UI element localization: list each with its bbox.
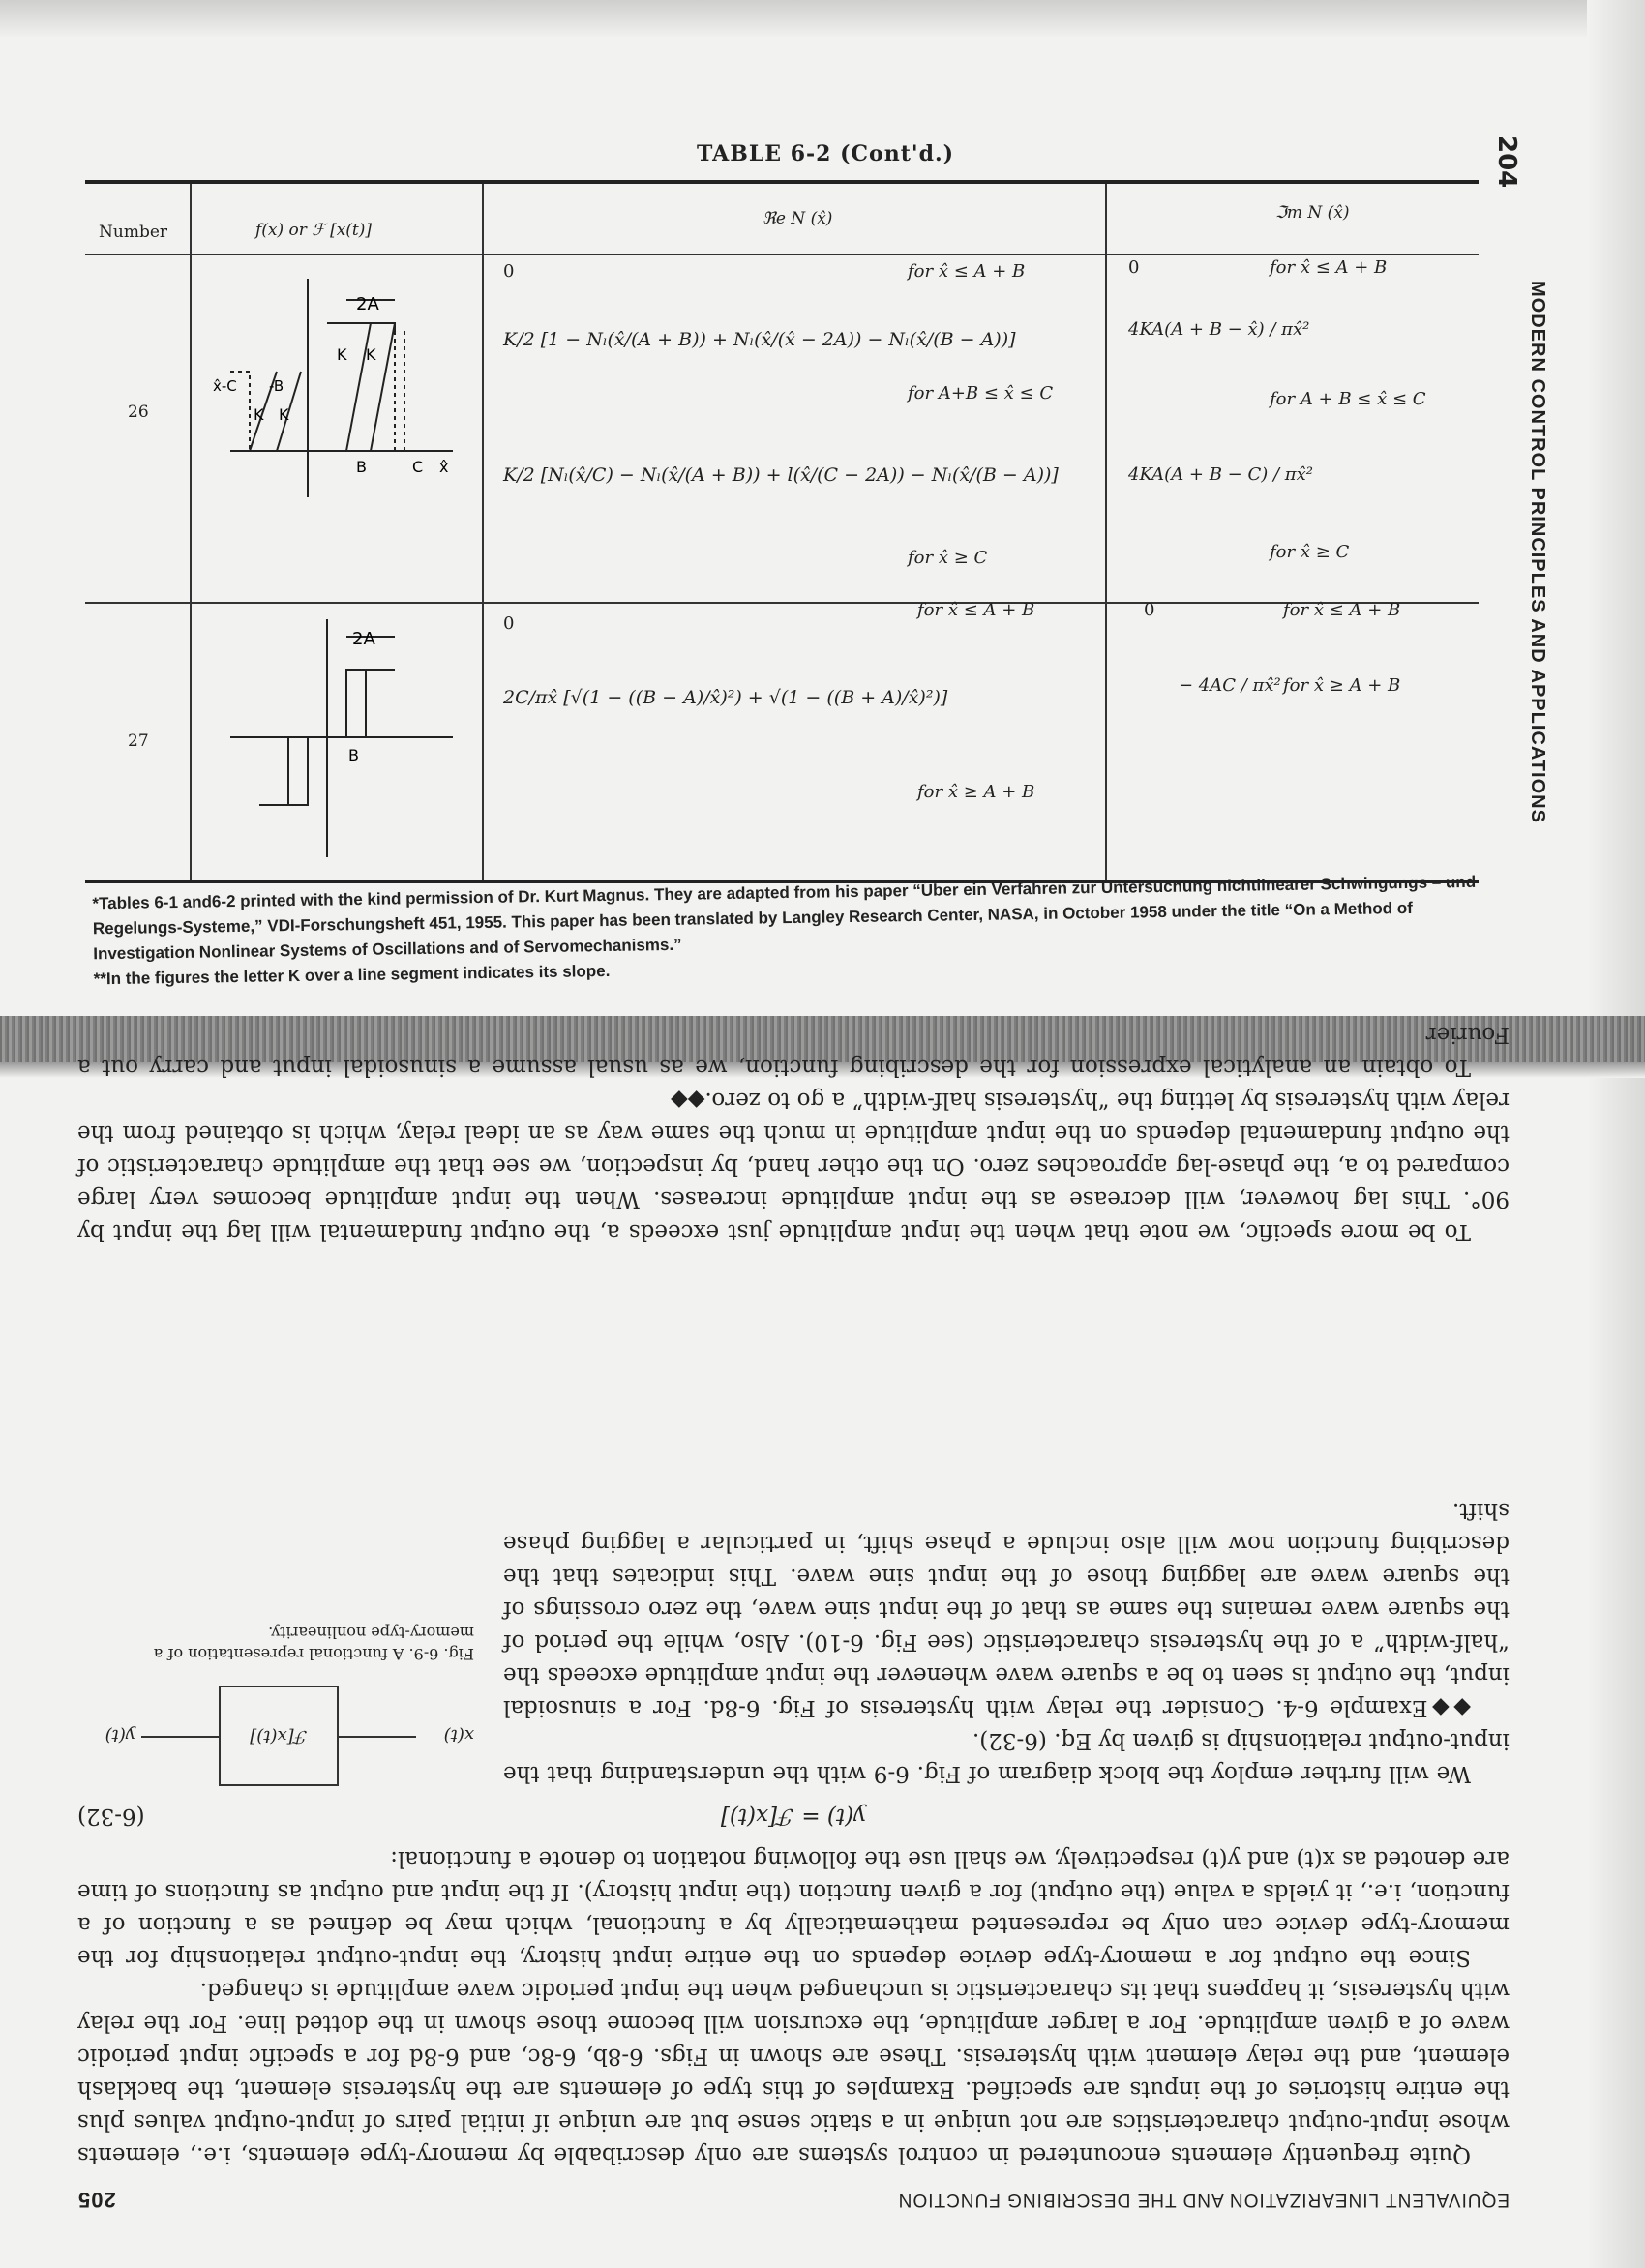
equation-6-32: [77, 1800, 1510, 1833]
real-cond: for A+B ≤ x̂ ≤ C: [908, 383, 1054, 403]
equation: y(t) = ℱ[x(t)]: [720, 1804, 867, 1829]
imag-cond: for A + B ≤ x̂ ≤ C: [1270, 389, 1426, 409]
diagram-27-svg: [211, 615, 472, 867]
running-head: EQUIVALENT LINEARIZATION AND THE DESCRIBING FUNCTION: [897, 2190, 1510, 2210]
label-2a: 2A: [356, 294, 379, 314]
label-k: K: [279, 405, 289, 424]
label-k: K: [254, 405, 264, 424]
example-text-column: [503, 1494, 1510, 1790]
imag-expr: − 4AC / πx̂²: [1179, 675, 1281, 696]
col-divider: [190, 184, 192, 880]
imag-expr: 0: [1144, 600, 1155, 620]
label-b: B: [356, 458, 367, 476]
header-imag: ℑm N (x̂): [1275, 203, 1350, 223]
label-b: B: [348, 746, 359, 764]
col-divider: [482, 184, 484, 880]
header-rule: [85, 254, 1479, 255]
label-k: K: [337, 345, 347, 364]
col-divider: [1105, 184, 1107, 880]
paragraph: Since the output for a memory-type device depends on the entire input history, the input-output relationship for the memory-type device can only be represented mathematically by a functional, which may be defined as a function of a function, i.e., it yields a value (the output) for a given function (the input history). If the input and output as functions of time are denoted as x(t) and y(t) respectively, we shall use the following notation to denote a functional:: [77, 1846, 1510, 1970]
running-head: MODERN CONTROL PRINCIPLES AND APPLICATIONS: [1527, 281, 1548, 823]
example-paragraph: ◆◆Example 6-4. Consider the relay with hysteresis of Fig. 6-8d. For a sinusoidal input, the output is seen to be a square wave whenever the input amplitude exceeds the “half-width” a of the hysteresis characteristic (see Fig. 6-10). Also, while the period of the square wave remains the same as that of the input sine wave, the zero crossings of the square wave are lagging those of the input sine wave. This indicates that the describing function now will also include a phase shift, in particular a lagging phase shift.: [503, 1498, 1510, 1720]
imag-expr: 4KA(A + B − x̂) / πx̂²: [1128, 319, 1310, 340]
real-expr: K/2 [1 − Nₗ(x̂/(A + B)) + Nₗ(x̂/(x̂ − 2A)) − Nₗ(x̂/(B − A))]: [503, 329, 1016, 350]
imag-cond: for x̂ ≥ A + B: [1283, 675, 1401, 696]
imag-cond: for x̂ ≥ C: [1270, 542, 1350, 562]
real-expr: 2C/πx̂ [√(1 − ((B − A)/x̂)²) + √(1 − ((B + A)/x̂)²)]: [503, 687, 948, 708]
label-neg-b: -B: [269, 377, 284, 395]
label-neg-c: x̂-C: [213, 377, 237, 395]
figure-input-label: x(t): [443, 1725, 474, 1746]
figure-6-9: [77, 1500, 474, 1790]
lower-running-head-row: [77, 2183, 1510, 2216]
paragraph: Quite frequently elements encountered in control systems are only describable by memory-type elements, i.e., elements whose input-output characteristics are not unique in a static sense but are unique if initial pairs of input-output values plus the entire histories of the inputs are specified. Examples of this type of elements are the hysteresis element, the backlash element, and the relay element with hysteresis. These are shown in Figs. 6-8b, 6-8c, and 6-8d for a specific input periodic wave of a given amplitude. For a larger amplitude, the excursion will become those shown in the dotted line. For the relay with hysteresis, it happens that its characteristic is unchanged when the input periodic wave amplitude is changed.: [77, 1978, 1510, 2167]
paragraph: We will further employ the block diagram of Fig. 6-9 with the understanding that the input-output relationship is given by Eq. (6-32).: [503, 1728, 1510, 1786]
figure-caption: Fig. 6-9. A functional representation of a memory-type nonlinearity.: [153, 1624, 474, 1663]
header-function: f(x) or ℱ [x(t)]: [255, 221, 373, 240]
figure-output-label: y(t): [105, 1725, 135, 1746]
real-cond: for x̂ ≥ C: [908, 548, 988, 568]
row-rule: [85, 602, 1479, 604]
lower-page: [77, 1022, 1510, 2216]
real-expr: K/2 [Nₗ(x̂/C) − Nₗ(x̂/(A + B)) + l(x̂/(C − 2A)) − Nₗ(x̂/(B − A))]: [503, 464, 1059, 486]
example-block: [77, 1248, 1510, 1790]
label-x: x̂: [439, 458, 449, 476]
label-k: K: [366, 345, 376, 364]
real-expr: 0: [503, 613, 515, 634]
output-arrow: [141, 1736, 219, 1738]
functional-block: ℱ[x(t)]: [219, 1686, 339, 1786]
paragraph: To obtain an analytical expression for the describing function, we as usual assume a sinusoidal input and carry out a Fourier: [77, 1022, 1510, 1080]
real-cond: for x̂ ≤ A + B: [917, 600, 1035, 620]
label-2a: 2A: [352, 629, 375, 649]
row-number: 27: [128, 731, 149, 751]
page-number: 205: [77, 2188, 116, 2212]
footnote: **In the figures the letter K over a line segment indicates its slope.: [93, 961, 611, 989]
imag-cond: for x̂ ≤ A + B: [1283, 600, 1401, 620]
input-arrow: [339, 1736, 416, 1738]
footnote: *Tables 6-1 and6-2 printed with the kind permission of Dr. Kurt Magnus. They are adapted from his paper “Über ein Verfahren zur Untersuchung nichtlinearer Schwingungs – und Regelungs-Systeme,” VDI-Forschungsheft 451, 1955. This paper has been translated by Langley Research Center, NASA, in October 1958 under the title “On a Method of Investigation Nonlinear Systems of Oscillations and of Servomechanisms.”: [92, 872, 1477, 964]
row-number: 26: [128, 403, 149, 422]
imag-expr: 4KA(A + B − C) / πx̂²: [1128, 464, 1313, 485]
real-cond: for x̂ ≤ A + B: [908, 261, 1026, 282]
table-6-2: [85, 180, 1479, 883]
lower-body: [77, 1018, 1510, 2171]
paragraph: To be more specific, we note that when the input amplitude just exceeds a, the output fundamental will lag the input by 90°. This lag however, will decrease as the input amplitude increases. When the input amplitude becomes very large compared to a, the phase-lag approaches zero. On the other hand, by inspection, we see that the amplitude characteristic of the output fundamental depends on the input amplitude in much the same way as an ideal relay, which is obtained from the relay with hysteresis by letting the “hysteresis half-width” a go to zero.◆◆: [77, 1088, 1510, 1244]
label-c: C: [412, 458, 424, 476]
diagram-26-svg: [211, 275, 472, 507]
real-cond: for x̂ ≥ A + B: [917, 782, 1035, 802]
page-number: 204: [1492, 135, 1521, 189]
header-real: ℜе N (x̂): [763, 209, 833, 228]
imag-expr: 0: [1128, 257, 1140, 278]
imag-cond: for x̂ ≤ A + B: [1270, 257, 1388, 278]
header-number: Number: [99, 223, 168, 242]
equation-number: (6-32): [77, 1804, 145, 1829]
real-expr: 0: [503, 261, 515, 282]
footnotes: [92, 870, 1486, 993]
table-title: TABLE 6-2 (Cont'd.): [697, 141, 955, 166]
upper-page: [0, 0, 1645, 1006]
